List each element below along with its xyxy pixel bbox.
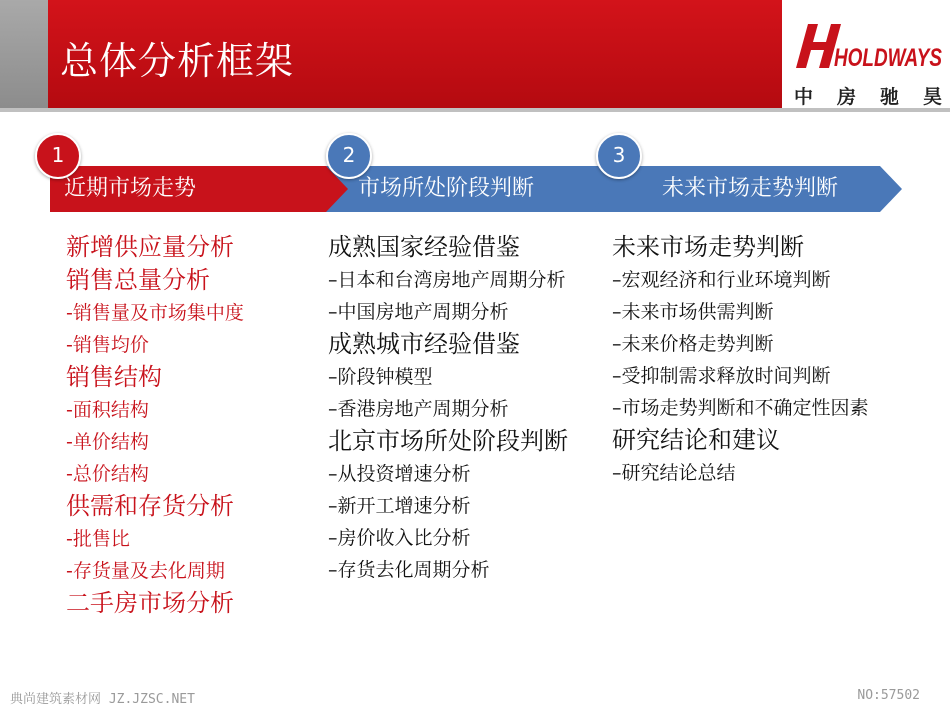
list-item: -销售量及市场集中度 [66,302,244,324]
list-item: -存货量及去化周期 [66,560,225,582]
list-item: 供需和存货分析 [66,492,234,520]
list-item: -总价结构 [66,463,149,485]
step-3-chevron [590,166,902,212]
list-item: -销售均价 [66,334,149,356]
list-item: 成熟城市经验借鉴 [328,330,520,358]
column-future-trend [612,230,869,490]
list-item: –受抑制需求释放时间判断 [612,365,831,387]
list-item: –研究结论总结 [612,462,736,484]
list-item: –日本和台湾房地产周期分析 [328,269,566,291]
page-title: 总体分析框架 [60,39,295,83]
list-item: –未来价格走势判断 [612,333,774,355]
step-1-number-badge: 1 [35,133,81,179]
list-item: –新开工增速分析 [328,495,471,517]
logo-wordmark: HOLDWAYS [834,44,943,72]
document-number: NO:57502 [857,688,920,703]
header-divider [0,108,950,112]
list-item: –市场走势判断和不确定性因素 [612,397,869,419]
list-item: 二手房市场分析 [66,589,234,617]
logo-subtitle-char: 驰 [879,86,899,108]
list-item: -单价结构 [66,431,149,453]
list-item: –阶段钟模型 [328,366,433,388]
list-item: –中国房地产周期分析 [328,301,509,323]
list-item: 未来市场走势判断 [612,233,804,261]
step-1-label: 近期市场走势 [64,176,197,201]
header-bar [0,0,950,112]
column-recent-market [66,230,244,621]
step-3-number-badge: 3 [596,133,642,179]
list-item: 销售总量分析 [66,266,210,294]
step-2-number-badge: 2 [326,133,372,179]
logo-subtitle-char: 中 [794,86,814,108]
watermark-text: 典尚建筑素材网 JZ.JZSC.NET [10,692,195,707]
step-1-chevron [50,166,350,212]
company-logo [784,0,950,108]
list-item: 北京市场所处阶段判断 [328,427,568,455]
list-item: 销售结构 [66,363,162,391]
list-item: –从投资增速分析 [328,463,471,485]
list-item: 成熟国家经验借鉴 [328,233,520,261]
logo-subtitle-char: 房 [836,86,856,108]
list-item: –宏观经济和行业环境判断 [612,269,831,291]
step-2-label: 市场所处阶段判断 [358,176,535,201]
list-item: –存货去化周期分析 [328,559,490,581]
list-item: –香港房地产周期分析 [328,398,509,420]
list-item: 研究结论和建议 [612,426,780,454]
holdways-logo-icon [794,18,944,76]
column-market-stage [328,230,568,587]
list-item: –未来市场供需判断 [612,301,774,323]
list-item: -面积结构 [66,399,149,421]
list-item: 新增供应量分析 [66,233,234,261]
step-3-label: 未来市场走势判断 [662,176,839,201]
header-grey-block [0,0,48,108]
list-item: –房价收入比分析 [328,527,471,549]
logo-subtitle-char: 昊 [922,86,942,108]
list-item: -批售比 [66,528,130,550]
logo-subtitle [794,82,942,109]
